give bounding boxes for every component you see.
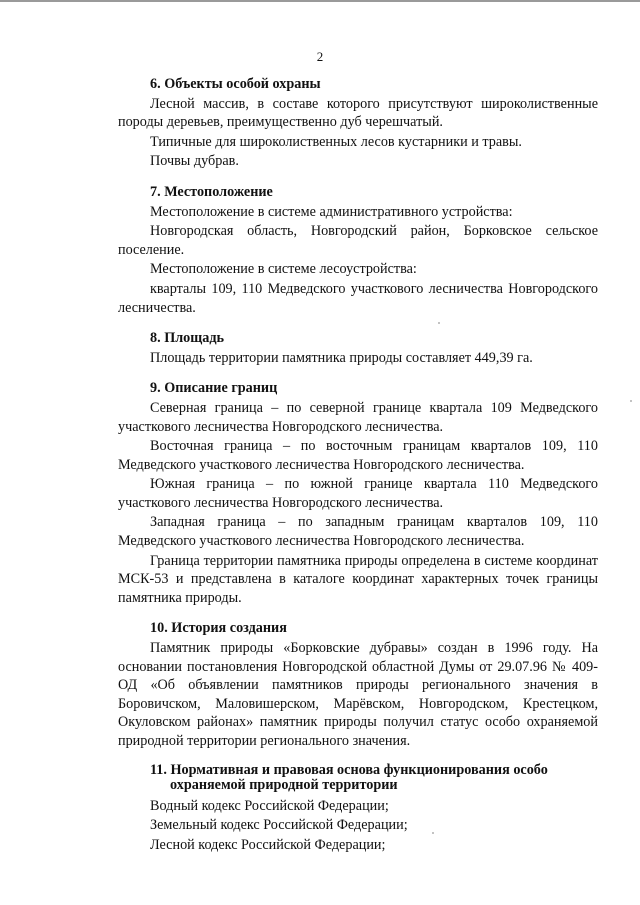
paragraph: Памятник природы «Борковские дубравы» создан в 1996 году. На основании постановления Новгородской областной Думы от 29.07.96 № 409-ОД «Об объявлении памятников природы регионального значения в Боровичском, Маловишерском, Марёвском, Новгородском, Крестецком, Окуловском районах» памятник природы получил статус особо охраняемой природной территории регионального значения. <box>118 640 598 749</box>
page-number: 2 <box>316 49 324 64</box>
scan-speck <box>438 322 440 324</box>
paragraph: Южная граница – по южной границе квартала 110 Медведского участкового лесничества Новгородского лесничества. <box>118 476 598 511</box>
paragraph: Типичные для широколиственных лесов кустарники и травы. <box>150 133 522 150</box>
paragraph: Северная граница – по северной границе квартала 109 Медведского участкового лесничества Новгородского лесничества. <box>118 399 598 435</box>
section-heading: 6. Объекты особой охраны <box>150 76 321 92</box>
section-area <box>118 329 598 367</box>
paragraph: Новгородская область, Новгородский район, Борковское сельское поселение. <box>118 223 598 258</box>
paragraph: Западная граница – по западным границам кварталов 109, 110 Медведского участкового лесничества Новгородского лесничества. <box>118 514 598 550</box>
paragraph: Восточная граница – по восточным границам кварталов 109, 110 Медведского участкового лесничества Новгородского лесничества. <box>118 438 598 473</box>
scan-top-edge <box>0 0 640 2</box>
paragraph: Лесной массив, в составе которого присутствуют широколиственные породы деревьев, преимущественно дуб черешчатый. <box>118 95 598 131</box>
section-legal-basis <box>118 763 598 855</box>
section-heading: 7. Местоположение <box>150 183 273 200</box>
document-body <box>118 75 598 855</box>
paragraph: Площадь территории памятника природы составляет 449,39 га. <box>150 349 533 366</box>
section-heading: 11. Нормативная и правовая основа функционирования особо охраняемой природной территории <box>150 761 548 793</box>
paragraph: Водный кодекс Российской Федерации; <box>150 797 389 814</box>
paragraph: Местоположение в системе административного устройства: <box>150 203 513 220</box>
scan-speck <box>432 832 434 834</box>
paragraph: Почвы дубрав. <box>150 153 239 170</box>
scan-speck <box>630 400 632 402</box>
section-heading: 9. Описание границ <box>150 380 278 397</box>
section-location <box>118 183 598 317</box>
section-heading: 10. История создания <box>150 620 287 637</box>
section-heading: 8. Площадь <box>150 330 225 347</box>
paragraph: Местоположение в системе лесоустройства: <box>150 261 417 278</box>
section-protected-objects <box>118 75 598 171</box>
paragraph: Земельный кодекс Российской Федерации; <box>150 817 408 834</box>
section-history <box>118 619 598 750</box>
paragraph: кварталы 109, 110 Медведского участкового лесничества Новгородского лесничества. <box>118 280 598 316</box>
paragraph: Граница территории памятника природы определена в системе координат МСК-53 и представлена в каталоге координат характерных точек границы памятника природы. <box>118 552 598 606</box>
section-boundaries <box>118 379 598 607</box>
paragraph: Лесной кодекс Российской Федерации; <box>150 836 386 853</box>
